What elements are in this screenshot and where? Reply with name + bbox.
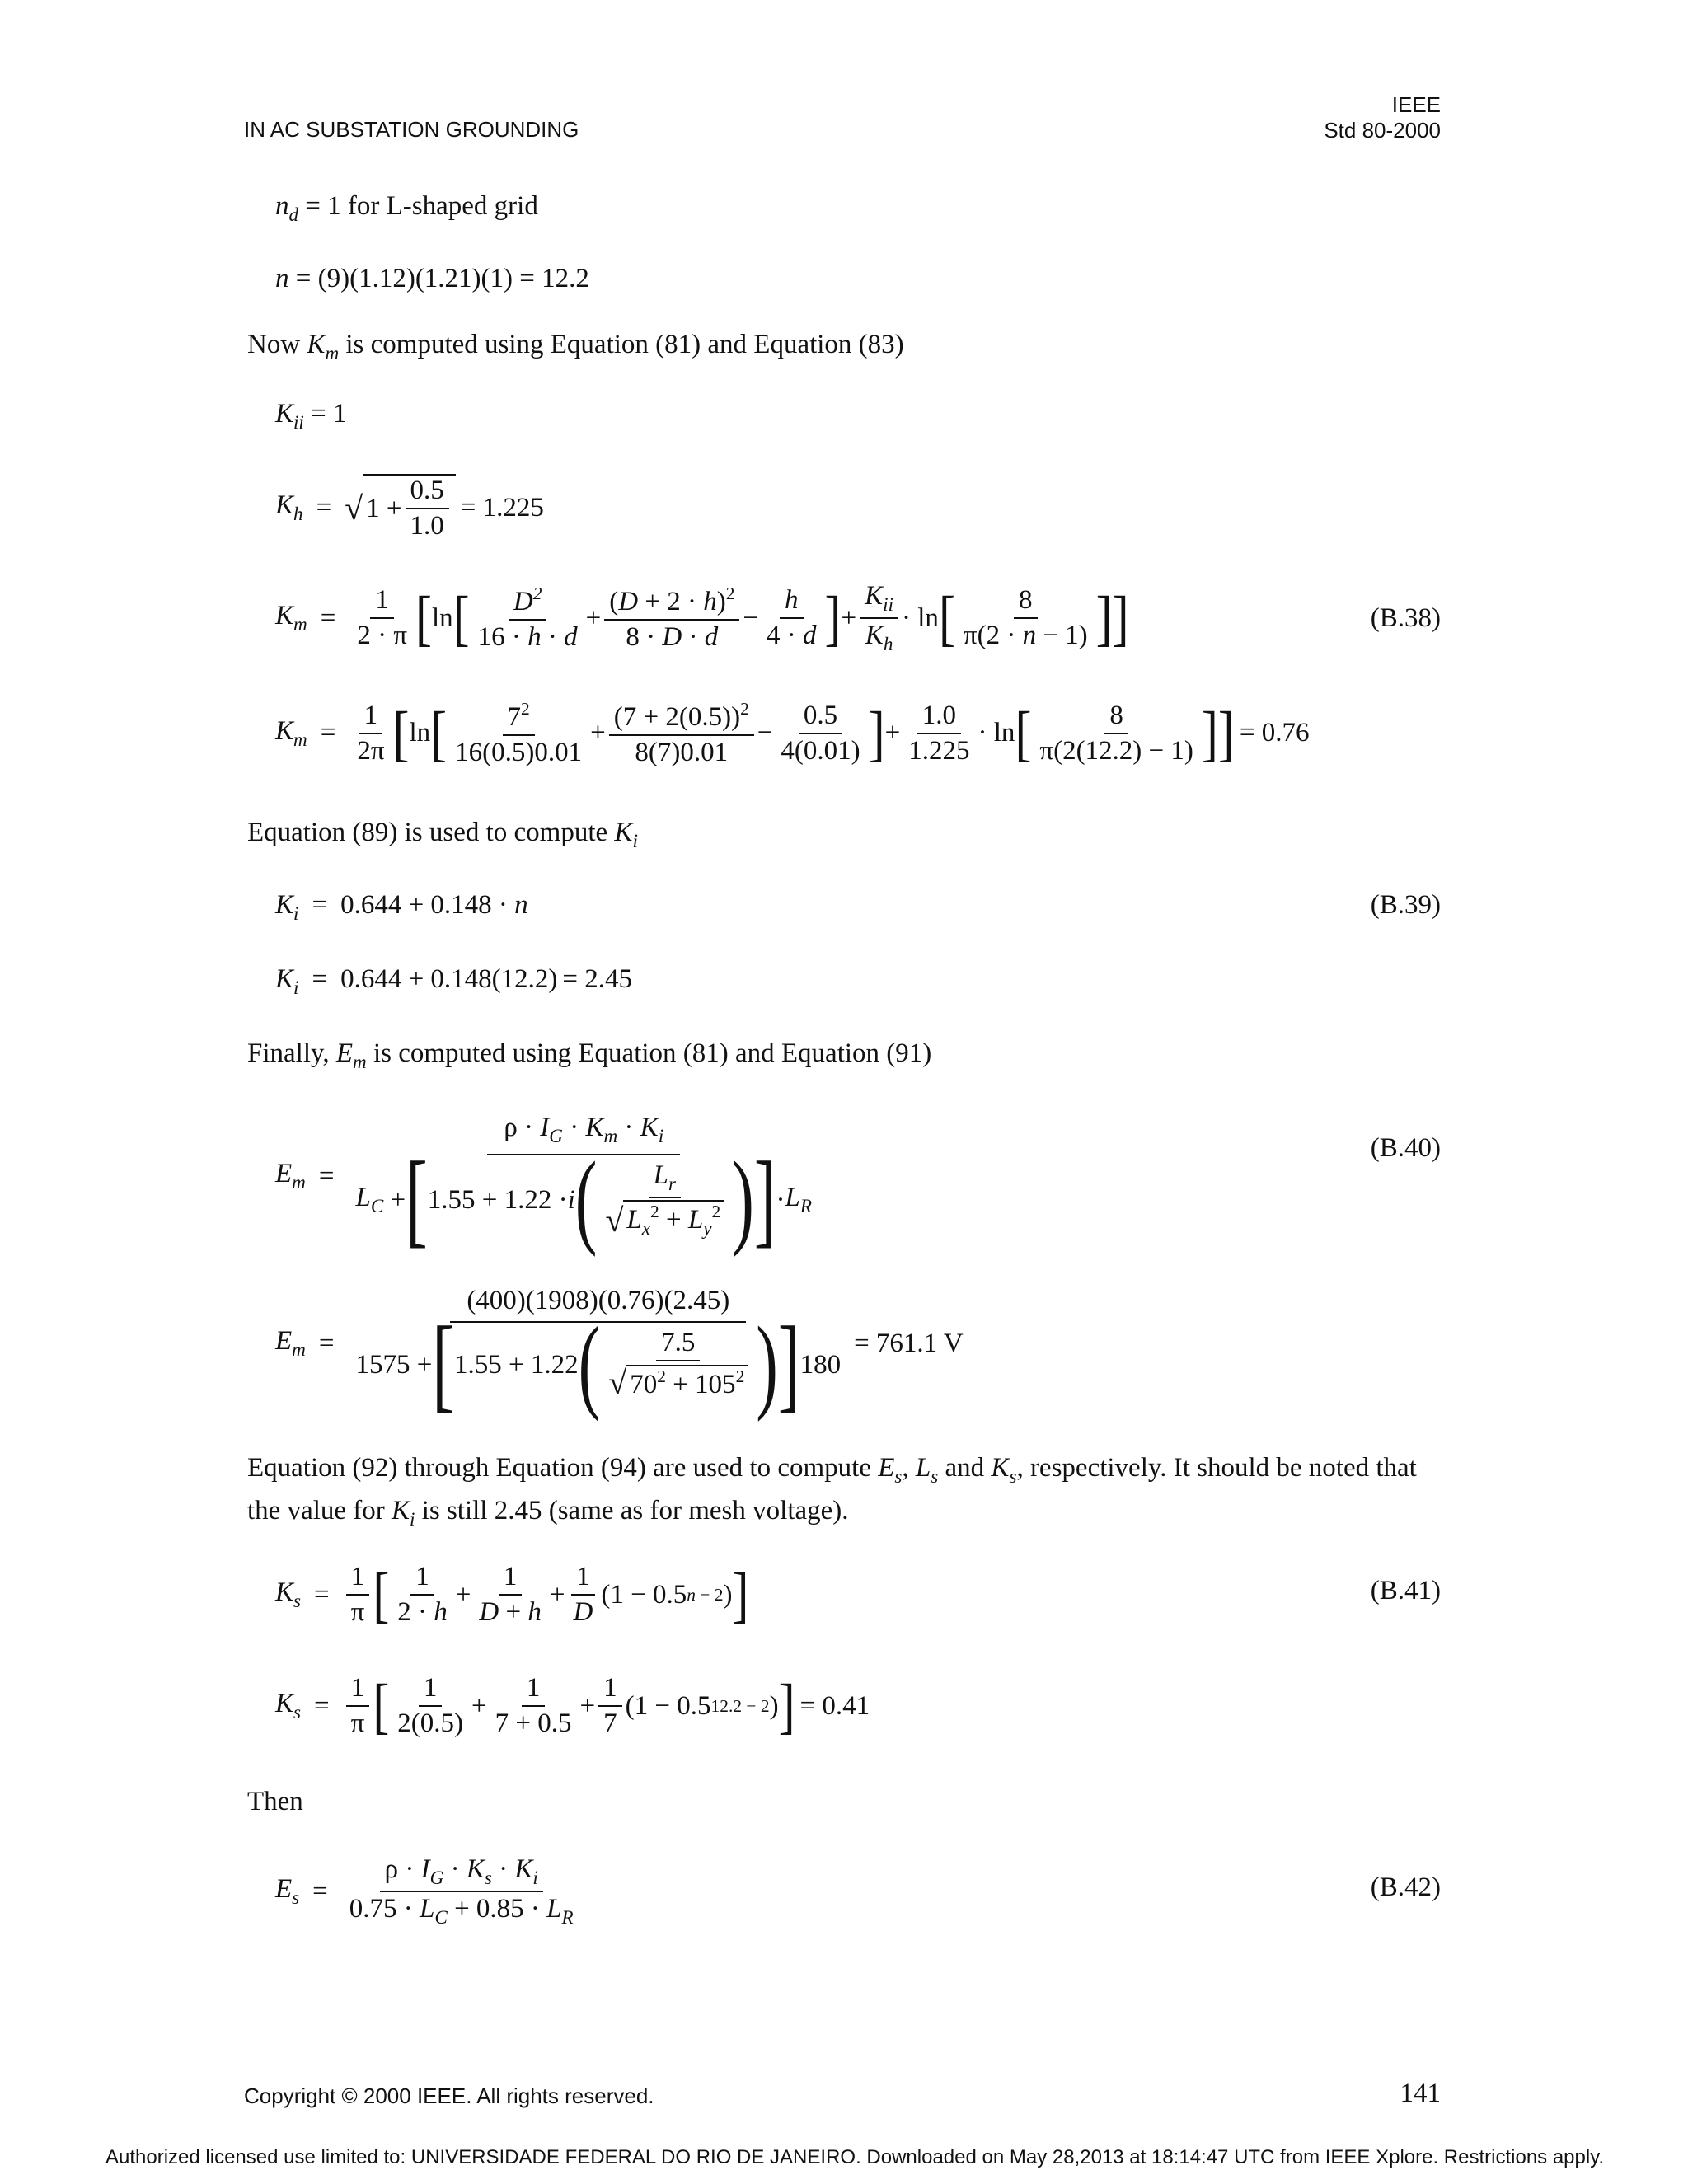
ki-general-equation: $K_i = 0.644 + 0.148 \cdot n$ [275,890,528,925]
header-ieee: IEEE [1391,92,1441,117]
eq-number-b42: (B.42) [1370,1872,1441,1902]
km-intro-a: Now [247,330,307,359]
ki-intro-a: Equation (89) is used to compute [247,818,615,847]
kii-line [275,399,346,434]
km-intro [247,330,904,364]
eq-number-b41: (B.41) [1370,1576,1441,1605]
n-line [275,264,589,294]
em-general-equation: $E_m$ = $\rho \cdot I_G \cdot K_m \cdot K_i$ $L_C$ + [ 1.55 + 1.22 · i ( $L_r$ √ $L_x^2 + L_y^2$ ) ] · $L_R$ [275,1113,812,1258]
km-intro-sub: m [325,342,340,364]
nd-subscript: d [288,204,299,226]
kii-sub: ii [293,411,304,434]
page-number: 141 [1400,2079,1441,2108]
es-intro-2a: the value for [247,1496,392,1526]
kii-text: = 1 [303,399,347,429]
nd-text: = 1 for L-shaped grid [298,191,538,221]
kii-k: K [275,399,294,429]
es-intro-2b: is still 2.45 (same as for mesh voltage). [415,1496,849,1526]
km-numeric-equation: $K_m$ = $\frac{1}{2\pi}$ [ ln [ $\frac{7^2}{16(0.5)0.01}$ + $\frac{(7 + 2(0.5))^2}{8(7)0.01}$ − $\frac{0.5}{4(0.01)}$ ] + $\frac{1.0}{1.225}$ · ln [ $\frac{8}{\pi(2(12.2) - 1)}$ ]] = 0.76 [275,699,1310,768]
eq-number-b40: (B.40) [1370,1133,1441,1163]
nd-symbol: n [275,191,289,221]
eq-number-b38: (B.38) [1370,603,1441,633]
em-intro-a: Finally, [247,1038,336,1068]
es-general-equation: $E_s$ = $\frac{\rho \cdot I_G \cdot K_s \cdot K_i}{0.75 \cdot L_C + 0.85 \cdot L_R}$ [275,1854,574,1929]
ki-intro-k: K [614,818,633,847]
km-general-equation: $K_m$ = $\frac{1}{2 \cdot \pi}$ [ ln [ $\frac{D^2}{16 \cdot h \cdot d}$ + $\frac{(D + 2 \cdot h)^2}{8 \cdot D \cdot d}$ − $\frac{h}{4 \cdot d}$ ] + $\frac{K_{ii}}{K_h}$ · ln [ $\frac{8}{\pi(2 \cdot n - 1)}$ ]] [275,581,1129,655]
ki-result: = 2.45 [562,964,633,994]
n-symbol: n [275,264,289,293]
es-intro-1a: Equation (92) through Equation (94) are used to compute [247,1453,879,1483]
n-text: = (9)(1.12)(1.21)(1) = 12.2 [288,264,589,293]
em-intro [247,1038,931,1073]
running-header-standard [1324,92,1441,143]
running-header-title: IN AC SUBSTATION GROUNDING [244,117,579,142]
ks-result: = 0.41 [799,1690,870,1721]
ks-general-equation: $K_s$ = $\frac{1}{\pi}$ [ $\frac{1}{2 \cdot h}$ + $\frac{1}{D + h}$ + $\frac{1}{D}$ (1 − 0.5 n − 2 ) ] [275,1560,749,1629]
es-intro-1b: , respectively. It should be noted that [1016,1453,1417,1483]
copyright: Copyright © 2000 IEEE. All rights reserved. [244,2083,654,2108]
nd-line [275,191,538,226]
km-intro-k: K [307,330,326,359]
em-result: = 761.1 V [854,1329,964,1358]
em-intro-sub: m [353,1051,367,1073]
license-notice: Authorized licensed use limited to: UNIVERSIDADE FEDERAL DO RIO DE JANEIRO. Downloaded on May 28,2013 at 18:14:47 UTC from IEEE Xplore. Restrictions apply. [106,2146,1605,2168]
km-intro-b: is computed using Equation (81) and Equation (83) [339,330,904,359]
kh-result: = 1.225 [460,492,544,523]
ki-numeric-equation: $K_i = 0.644 + 0.148(12.2) = 2.45$ [275,964,633,999]
em-intro-e: E [335,1038,354,1068]
then-text: Then [247,1787,303,1816]
header-std: Std 80-2000 [1324,118,1441,143]
ki-intro-sub: i [632,830,638,852]
em-intro-b: is computed using Equation (81) and Equation (91) [366,1038,932,1068]
km-result: = 0.76 [1239,718,1310,748]
kh-equation: $K_h$ = √ 1 + $\frac{0.5}{1.0}$ = 1.225 [275,476,544,541]
ki-intro [247,818,638,852]
es-intro: Equation (92) through Equation (94) are used to compute $E_s$, $L_s$ and $K_s$, respectively. It should be noted that the value for $K_i$ is still 2.45 (same as for mesh voltage). [247,1453,1417,1530]
ks-numeric-equation: $K_s$ = $\frac{1}{\pi}$ [ $\frac{1}{2(0.5)}$ + $\frac{1}{7 + 0.5}$ + $\frac{1}{7}$ (1 − 0.5 12.2 − 2 ) ] = 0.41 [275,1671,870,1741]
em-numeric-equation: $E_m$ = (400)(1908)(0.76)(2.45) 1575 + [ 1.55 + 1.22 ( 7.5 √ $70^2 + 105^2$ ) ] 180 = 761.1 V [275,1286,964,1423]
eq-number-b39: (B.39) [1370,890,1441,920]
